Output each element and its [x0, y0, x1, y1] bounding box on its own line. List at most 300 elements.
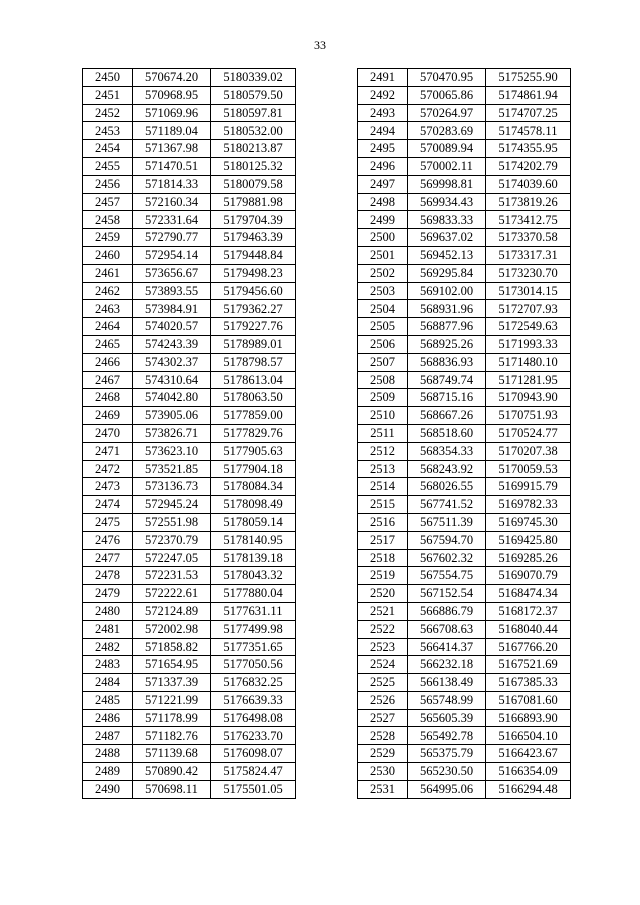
point-number-cell: 2464 [83, 318, 133, 336]
table-row [358, 264, 571, 282]
table-row [83, 763, 296, 781]
x-coordinate-cell: 569637.02 [408, 229, 486, 247]
x-coordinate-cell: 565375.79 [408, 745, 486, 763]
x-coordinate-cell: 569102.00 [408, 282, 486, 300]
table-row [358, 780, 571, 798]
point-number-cell: 2486 [83, 709, 133, 727]
point-number-cell: 2519 [358, 567, 408, 585]
point-number-cell: 2487 [83, 727, 133, 745]
table-row [358, 460, 571, 478]
x-coordinate-cell: 573656.67 [133, 264, 211, 282]
y-coordinate-cell: 5169070.79 [486, 567, 571, 585]
y-coordinate-cell: 5174202.79 [486, 157, 571, 175]
y-coordinate-cell: 5166354.09 [486, 763, 571, 781]
y-coordinate-cell: 5173412.75 [486, 211, 571, 229]
table-row [83, 442, 296, 460]
point-number-cell: 2520 [358, 585, 408, 603]
x-coordinate-cell: 573893.55 [133, 282, 211, 300]
point-number-cell: 2473 [83, 478, 133, 496]
table-row [358, 513, 571, 531]
x-coordinate-cell: 569934.43 [408, 193, 486, 211]
y-coordinate-cell: 5174355.95 [486, 140, 571, 158]
x-coordinate-cell: 568243.92 [408, 460, 486, 478]
table-row [83, 229, 296, 247]
y-coordinate-cell: 5171281.95 [486, 371, 571, 389]
point-number-cell: 2455 [83, 157, 133, 175]
y-coordinate-cell: 5174578.11 [486, 122, 571, 140]
table-row [358, 496, 571, 514]
point-number-cell: 2518 [358, 549, 408, 567]
point-number-cell: 2484 [83, 674, 133, 692]
table-row [83, 691, 296, 709]
table-row [83, 424, 296, 442]
table-row [358, 745, 571, 763]
page-number: 33 [314, 38, 326, 52]
table-row [83, 371, 296, 389]
x-coordinate-cell: 566138.49 [408, 674, 486, 692]
y-coordinate-cell: 5166423.67 [486, 745, 571, 763]
x-coordinate-cell: 568836.93 [408, 353, 486, 371]
table-row [358, 691, 571, 709]
x-coordinate-cell: 571367.98 [133, 140, 211, 158]
point-number-cell: 2531 [358, 780, 408, 798]
point-number-cell: 2516 [358, 513, 408, 531]
y-coordinate-cell: 5180579.50 [211, 86, 296, 104]
y-coordinate-cell: 5169745.30 [486, 513, 571, 531]
table-row [358, 69, 571, 87]
table-row [358, 335, 571, 353]
point-number-cell: 2456 [83, 175, 133, 193]
table-row [83, 69, 296, 87]
x-coordinate-cell: 572790.77 [133, 229, 211, 247]
y-coordinate-cell: 5168474.34 [486, 585, 571, 603]
x-coordinate-cell: 566708.63 [408, 620, 486, 638]
x-coordinate-cell: 571221.99 [133, 691, 211, 709]
x-coordinate-cell: 568925.26 [408, 335, 486, 353]
x-coordinate-cell: 573136.73 [133, 478, 211, 496]
point-number-cell: 2452 [83, 104, 133, 122]
y-coordinate-cell: 5178139.18 [211, 549, 296, 567]
table-row [83, 638, 296, 656]
point-number-cell: 2465 [83, 335, 133, 353]
x-coordinate-cell: 572231.53 [133, 567, 211, 585]
point-number-cell: 2513 [358, 460, 408, 478]
table-row [83, 140, 296, 158]
point-number-cell: 2475 [83, 513, 133, 531]
x-coordinate-cell: 572002.98 [133, 620, 211, 638]
y-coordinate-cell: 5180079.58 [211, 175, 296, 193]
x-coordinate-cell: 574020.57 [133, 318, 211, 336]
x-coordinate-cell: 574310.64 [133, 371, 211, 389]
y-coordinate-cell: 5177499.98 [211, 620, 296, 638]
point-number-cell: 2476 [83, 531, 133, 549]
point-number-cell: 2508 [358, 371, 408, 389]
y-coordinate-cell: 5177880.04 [211, 585, 296, 603]
table-row [83, 513, 296, 531]
y-coordinate-cell: 5176639.33 [211, 691, 296, 709]
table-row [83, 104, 296, 122]
table-row [83, 122, 296, 140]
x-coordinate-cell: 567594.70 [408, 531, 486, 549]
x-coordinate-cell: 571178.99 [133, 709, 211, 727]
table-row [83, 407, 296, 425]
table-row [358, 157, 571, 175]
x-coordinate-cell: 570065.86 [408, 86, 486, 104]
table-row [358, 602, 571, 620]
table-row [83, 353, 296, 371]
point-number-cell: 2506 [358, 335, 408, 353]
point-number-cell: 2510 [358, 407, 408, 425]
table-row [83, 727, 296, 745]
y-coordinate-cell: 5177631.11 [211, 602, 296, 620]
point-number-cell: 2501 [358, 246, 408, 264]
table-row [358, 585, 571, 603]
y-coordinate-cell: 5169285.26 [486, 549, 571, 567]
y-coordinate-cell: 5176498.08 [211, 709, 296, 727]
table-row [358, 282, 571, 300]
point-number-cell: 2511 [358, 424, 408, 442]
y-coordinate-cell: 5173014.15 [486, 282, 571, 300]
x-coordinate-cell: 566232.18 [408, 656, 486, 674]
x-coordinate-cell: 565230.50 [408, 763, 486, 781]
point-number-cell: 2461 [83, 264, 133, 282]
point-number-cell: 2467 [83, 371, 133, 389]
x-coordinate-cell: 574042.80 [133, 389, 211, 407]
y-coordinate-cell: 5166893.90 [486, 709, 571, 727]
x-coordinate-cell: 571654.95 [133, 656, 211, 674]
table-row [358, 318, 571, 336]
x-coordinate-cell: 572945.24 [133, 496, 211, 514]
y-coordinate-cell: 5179463.39 [211, 229, 296, 247]
point-number-cell: 2458 [83, 211, 133, 229]
table-row [83, 496, 296, 514]
point-number-cell: 2521 [358, 602, 408, 620]
y-coordinate-cell: 5176832.25 [211, 674, 296, 692]
point-number-cell: 2503 [358, 282, 408, 300]
point-number-cell: 2451 [83, 86, 133, 104]
y-coordinate-cell: 5170524.77 [486, 424, 571, 442]
x-coordinate-cell: 568518.60 [408, 424, 486, 442]
x-coordinate-cell: 567741.52 [408, 496, 486, 514]
y-coordinate-cell: 5167521.69 [486, 656, 571, 674]
table-row [83, 585, 296, 603]
x-coordinate-cell: 570002.11 [408, 157, 486, 175]
x-coordinate-cell: 570674.20 [133, 69, 211, 87]
x-coordinate-cell: 568667.26 [408, 407, 486, 425]
x-coordinate-cell: 566414.37 [408, 638, 486, 656]
x-coordinate-cell: 573905.06 [133, 407, 211, 425]
y-coordinate-cell: 5178063.50 [211, 389, 296, 407]
y-coordinate-cell: 5178098.49 [211, 496, 296, 514]
y-coordinate-cell: 5180597.81 [211, 104, 296, 122]
point-number-cell: 2529 [358, 745, 408, 763]
point-number-cell: 2528 [358, 727, 408, 745]
y-coordinate-cell: 5177829.76 [211, 424, 296, 442]
x-coordinate-cell: 570264.97 [408, 104, 486, 122]
y-coordinate-cell: 5166504.10 [486, 727, 571, 745]
table-row [83, 620, 296, 638]
table-row [358, 86, 571, 104]
y-coordinate-cell: 5177050.56 [211, 656, 296, 674]
x-coordinate-cell: 571337.39 [133, 674, 211, 692]
point-number-cell: 2497 [358, 175, 408, 193]
table-row [83, 211, 296, 229]
table-row [358, 407, 571, 425]
coordinates-table-right [357, 68, 571, 799]
table-row [83, 674, 296, 692]
x-coordinate-cell: 574302.37 [133, 353, 211, 371]
table-row [358, 620, 571, 638]
y-coordinate-cell: 5179704.39 [211, 211, 296, 229]
x-coordinate-cell: 565748.99 [408, 691, 486, 709]
point-number-cell: 2472 [83, 460, 133, 478]
point-number-cell: 2492 [358, 86, 408, 104]
point-number-cell: 2474 [83, 496, 133, 514]
y-coordinate-cell: 5172549.63 [486, 318, 571, 336]
y-coordinate-cell: 5170059.53 [486, 460, 571, 478]
y-coordinate-cell: 5170751.93 [486, 407, 571, 425]
point-number-cell: 2530 [358, 763, 408, 781]
point-number-cell: 2509 [358, 389, 408, 407]
y-coordinate-cell: 5175824.47 [211, 763, 296, 781]
coordinates-table-left [82, 68, 296, 799]
x-coordinate-cell: 569833.33 [408, 211, 486, 229]
y-coordinate-cell: 5168172.37 [486, 602, 571, 620]
x-coordinate-cell: 570089.94 [408, 140, 486, 158]
point-number-cell: 2471 [83, 442, 133, 460]
point-number-cell: 2469 [83, 407, 133, 425]
table-row [358, 371, 571, 389]
y-coordinate-cell: 5174039.60 [486, 175, 571, 193]
y-coordinate-cell: 5178798.57 [211, 353, 296, 371]
x-coordinate-cell: 572551.98 [133, 513, 211, 531]
y-coordinate-cell: 5179881.98 [211, 193, 296, 211]
y-coordinate-cell: 5178059.14 [211, 513, 296, 531]
point-number-cell: 2500 [358, 229, 408, 247]
table-row [358, 549, 571, 567]
y-coordinate-cell: 5171480.10 [486, 353, 571, 371]
point-number-cell: 2496 [358, 157, 408, 175]
table-row [358, 211, 571, 229]
point-number-cell: 2502 [358, 264, 408, 282]
point-number-cell: 2490 [83, 780, 133, 798]
x-coordinate-cell: 572160.34 [133, 193, 211, 211]
table-row [83, 246, 296, 264]
point-number-cell: 2512 [358, 442, 408, 460]
x-coordinate-cell: 572331.64 [133, 211, 211, 229]
point-number-cell: 2493 [358, 104, 408, 122]
table-row [83, 300, 296, 318]
table-row [83, 709, 296, 727]
point-number-cell: 2489 [83, 763, 133, 781]
table-row [358, 424, 571, 442]
x-coordinate-cell: 570968.95 [133, 86, 211, 104]
table-row [358, 389, 571, 407]
x-coordinate-cell: 571858.82 [133, 638, 211, 656]
point-number-cell: 2463 [83, 300, 133, 318]
y-coordinate-cell: 5179498.23 [211, 264, 296, 282]
table-row [358, 140, 571, 158]
y-coordinate-cell: 5179448.84 [211, 246, 296, 264]
y-coordinate-cell: 5168040.44 [486, 620, 571, 638]
point-number-cell: 2450 [83, 69, 133, 87]
table-row [358, 763, 571, 781]
y-coordinate-cell: 5177859.00 [211, 407, 296, 425]
y-coordinate-cell: 5179456.60 [211, 282, 296, 300]
point-number-cell: 2466 [83, 353, 133, 371]
y-coordinate-cell: 5167385.33 [486, 674, 571, 692]
point-number-cell: 2454 [83, 140, 133, 158]
x-coordinate-cell: 568715.16 [408, 389, 486, 407]
table-row [83, 531, 296, 549]
table-row [358, 531, 571, 549]
y-coordinate-cell: 5177351.65 [211, 638, 296, 656]
point-number-cell: 2460 [83, 246, 133, 264]
y-coordinate-cell: 5171993.33 [486, 335, 571, 353]
y-coordinate-cell: 5169425.80 [486, 531, 571, 549]
table-row [83, 602, 296, 620]
x-coordinate-cell: 570283.69 [408, 122, 486, 140]
point-number-cell: 2481 [83, 620, 133, 638]
point-number-cell: 2525 [358, 674, 408, 692]
y-coordinate-cell: 5174861.94 [486, 86, 571, 104]
point-number-cell: 2523 [358, 638, 408, 656]
x-coordinate-cell: 565492.78 [408, 727, 486, 745]
point-number-cell: 2488 [83, 745, 133, 763]
x-coordinate-cell: 572247.05 [133, 549, 211, 567]
point-number-cell: 2462 [83, 282, 133, 300]
table-row [83, 282, 296, 300]
x-coordinate-cell: 569295.84 [408, 264, 486, 282]
x-coordinate-cell: 570470.95 [408, 69, 486, 87]
y-coordinate-cell: 5177904.18 [211, 460, 296, 478]
x-coordinate-cell: 574243.39 [133, 335, 211, 353]
table-row [83, 318, 296, 336]
y-coordinate-cell: 5178043.32 [211, 567, 296, 585]
point-number-cell: 2507 [358, 353, 408, 371]
point-number-cell: 2470 [83, 424, 133, 442]
table-row [358, 709, 571, 727]
y-coordinate-cell: 5173370.58 [486, 229, 571, 247]
y-coordinate-cell: 5179227.76 [211, 318, 296, 336]
x-coordinate-cell: 570890.42 [133, 763, 211, 781]
point-number-cell: 2483 [83, 656, 133, 674]
table-row [83, 175, 296, 193]
x-coordinate-cell: 568749.74 [408, 371, 486, 389]
x-coordinate-cell: 573521.85 [133, 460, 211, 478]
y-coordinate-cell: 5173317.31 [486, 246, 571, 264]
table-row [83, 549, 296, 567]
x-coordinate-cell: 566886.79 [408, 602, 486, 620]
point-number-cell: 2514 [358, 478, 408, 496]
x-coordinate-cell: 565605.39 [408, 709, 486, 727]
table-row [358, 300, 571, 318]
y-coordinate-cell: 5169915.79 [486, 478, 571, 496]
y-coordinate-cell: 5176098.07 [211, 745, 296, 763]
x-coordinate-cell: 572370.79 [133, 531, 211, 549]
table-row [83, 389, 296, 407]
y-coordinate-cell: 5173230.70 [486, 264, 571, 282]
table-row [358, 122, 571, 140]
x-coordinate-cell: 573623.10 [133, 442, 211, 460]
point-number-cell: 2494 [358, 122, 408, 140]
x-coordinate-cell: 570698.11 [133, 780, 211, 798]
y-coordinate-cell: 5179362.27 [211, 300, 296, 318]
point-number-cell: 2457 [83, 193, 133, 211]
table-row [358, 229, 571, 247]
point-number-cell: 2515 [358, 496, 408, 514]
y-coordinate-cell: 5174707.25 [486, 104, 571, 122]
point-number-cell: 2498 [358, 193, 408, 211]
point-number-cell: 2478 [83, 567, 133, 585]
table-row [358, 638, 571, 656]
point-number-cell: 2480 [83, 602, 133, 620]
table-row [358, 656, 571, 674]
y-coordinate-cell: 5180125.32 [211, 157, 296, 175]
point-number-cell: 2504 [358, 300, 408, 318]
y-coordinate-cell: 5173819.26 [486, 193, 571, 211]
table-row [83, 460, 296, 478]
point-number-cell: 2499 [358, 211, 408, 229]
x-coordinate-cell: 568877.96 [408, 318, 486, 336]
y-coordinate-cell: 5178613.04 [211, 371, 296, 389]
point-number-cell: 2482 [83, 638, 133, 656]
point-number-cell: 2527 [358, 709, 408, 727]
point-number-cell: 2491 [358, 69, 408, 87]
table-row [358, 442, 571, 460]
x-coordinate-cell: 572954.14 [133, 246, 211, 264]
x-coordinate-cell: 572222.61 [133, 585, 211, 603]
table-row [83, 157, 296, 175]
point-number-cell: 2485 [83, 691, 133, 709]
point-number-cell: 2453 [83, 122, 133, 140]
y-coordinate-cell: 5180213.87 [211, 140, 296, 158]
table-row [83, 745, 296, 763]
point-number-cell: 2517 [358, 531, 408, 549]
y-coordinate-cell: 5166294.48 [486, 780, 571, 798]
table-row [358, 674, 571, 692]
table-row [358, 246, 571, 264]
point-number-cell: 2526 [358, 691, 408, 709]
y-coordinate-cell: 5167081.60 [486, 691, 571, 709]
x-coordinate-cell: 571139.68 [133, 745, 211, 763]
x-coordinate-cell: 571470.51 [133, 157, 211, 175]
y-coordinate-cell: 5170943.90 [486, 389, 571, 407]
table-row [83, 656, 296, 674]
table-row [358, 727, 571, 745]
y-coordinate-cell: 5180532.00 [211, 122, 296, 140]
point-number-cell: 2479 [83, 585, 133, 603]
table-row [358, 353, 571, 371]
table-row [83, 335, 296, 353]
x-coordinate-cell: 571182.76 [133, 727, 211, 745]
x-coordinate-cell: 571814.33 [133, 175, 211, 193]
y-coordinate-cell: 5176233.70 [211, 727, 296, 745]
y-coordinate-cell: 5172707.93 [486, 300, 571, 318]
table-row [358, 567, 571, 585]
table-row [83, 193, 296, 211]
x-coordinate-cell: 572124.89 [133, 602, 211, 620]
y-coordinate-cell: 5178084.34 [211, 478, 296, 496]
x-coordinate-cell: 571189.04 [133, 122, 211, 140]
point-number-cell: 2495 [358, 140, 408, 158]
point-number-cell: 2522 [358, 620, 408, 638]
x-coordinate-cell: 568931.96 [408, 300, 486, 318]
x-coordinate-cell: 568354.33 [408, 442, 486, 460]
table-row [83, 478, 296, 496]
x-coordinate-cell: 569998.81 [408, 175, 486, 193]
point-number-cell: 2505 [358, 318, 408, 336]
